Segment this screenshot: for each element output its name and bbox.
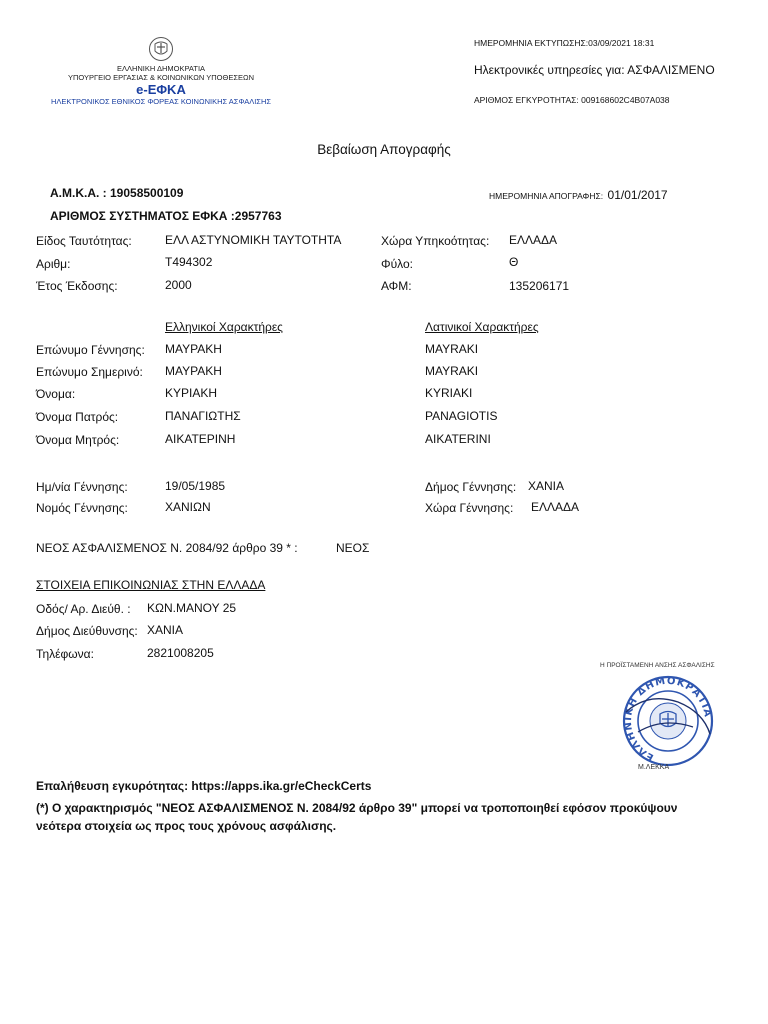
father-name-latin: PANAGIOTIS — [425, 409, 498, 423]
birth-surname-latin: MAYRAKI — [425, 342, 479, 356]
issue-year-label: Έτος Έκδοσης: — [36, 279, 118, 293]
system-number: ΑΡΙΘΜΟΣ ΣΥΣΤΗΜΑΤΟΣ ΕΦΚΑ :2957763 — [50, 209, 282, 223]
phone-label: Τηλέφωνα: — [36, 647, 94, 661]
first-name-label: Όνομα: — [36, 387, 76, 401]
nationality-value: ΕΛΛΑΔΑ — [509, 233, 558, 247]
mother-name-label: Όνομα Μητρός: — [36, 433, 120, 447]
validation-link[interactable]: Επαλήθευση εγκυρότητας: https://apps.ika.gr/eCheckCerts — [36, 779, 372, 793]
official-stamp — [600, 662, 740, 774]
greek-emblem-icon — [148, 36, 174, 62]
birth-country-label: Χώρα Γέννησης: — [425, 501, 514, 515]
latin-chars-header: Λατινικοί Χαρακτήρες — [425, 320, 539, 334]
contact-header: ΣΤΟΙΧΕΙΑ ΕΠΙΚΟΙΝΩΝΙΑΣ ΣΤΗΝ ΕΛΛΑΔΑ — [36, 578, 266, 592]
logo-block — [36, 36, 286, 106]
address-municipality-label: Δήμος Διεύθυνσης: — [36, 624, 138, 638]
first-name-greek: ΚΥΡΙΑΚΗ — [165, 386, 218, 400]
father-name-greek: ΠΑΝΑΓΙΩΤΗΣ — [165, 409, 241, 423]
street-value: ΚΩΝ.ΜΑΝΟΥ 25 — [147, 601, 237, 615]
id-type-label: Είδος Ταυτότητας: — [36, 234, 132, 248]
afm-label: ΑΦΜ: — [381, 279, 412, 293]
registration-date — [489, 186, 668, 204]
efka-logo: e-ΕΦΚΑ — [136, 82, 186, 97]
registration-date-label: ΗΜΕΡΟΜΗΝΙΑ ΑΠΟΓΡΑΦΗΣ: — [489, 191, 604, 201]
nationality-label: Χώρα Υπηκοότητας: — [381, 234, 490, 248]
birth-date-value: 19/05/1985 — [165, 479, 226, 493]
amka: Α.Μ.Κ.Α. : 19058500109 — [50, 186, 184, 200]
current-surname-greek: ΜΑΥΡΑΚΗ — [165, 364, 222, 378]
mother-name-latin: AIKATERINI — [425, 432, 491, 446]
birth-prefecture-label: Νομός Γέννησης: — [36, 501, 128, 515]
birth-surname-greek: ΜΑΥΡΑΚΗ — [165, 342, 222, 356]
birth-surname-label: Επώνυμο Γέννησης: — [36, 343, 145, 357]
birth-date-label: Ημ/νία Γέννησης: — [36, 480, 128, 494]
father-name-label: Όνομα Πατρός: — [36, 410, 119, 424]
footnote-line-1: (*) Ο χαρακτηρισμός "ΝΕΟΣ ΑΣΦΑΛΙΣΜΕΝΟΣ Ν. 2084/92 άρθρο 39" μπορεί να τροποποιηθεί εφόσον προκύψουν — [36, 801, 678, 815]
id-type-value: ΕΛΛ ΑΣΤΥΝΟΜΙΚΗ ΤΑΥΤΟΤΗΤΑ — [165, 233, 342, 247]
birth-municipality-value: ΧΑΝΙΑ — [528, 479, 565, 493]
id-number-value: Τ494302 — [165, 255, 213, 269]
stamp-seal-icon — [608, 672, 728, 770]
greek-chars-header: Ελληνικοί Χαρακτήρες — [165, 320, 283, 334]
page-title: Βεβαίωση Απογραφής — [317, 142, 451, 157]
republic-name: ΕΛΛΗΝΙΚΗ ΔΗΜΟΚΡΑΤΙΑ — [116, 64, 206, 73]
svg-text:ΕΛΛΗΝΙΚΗ ΔΗΜΟΚΡΑΤΙΑ: ΕΛΛΗΝΙΚΗ ΔΗΜΟΚΡΑΤΙΑ — [622, 675, 714, 763]
current-surname-latin: MAYRAKI — [425, 364, 479, 378]
ministry-name: ΥΠΟΥΡΓΕΙΟ ΕΡΓΑΣΙΑΣ & ΚΟΙΝΩΝΙΚΩΝ ΥΠΟΘΕΣΕΩΝ — [67, 73, 255, 82]
birth-prefecture-value: ΧΑΝΙΩΝ — [165, 500, 211, 514]
sex-label: Φύλο: — [381, 257, 413, 271]
birth-country-value: ΕΛΛΑΔΑ — [531, 500, 580, 514]
efka-subtitle: ΗΛΕΚΤΡΟΝΙΚΟΣ ΕΘΝΙΚΟΣ ΦΟΡΕΑΣ ΚΟΙΝΩΝΙΚΗΣ ΑΣΦΑΛΙΣΗΣ — [50, 97, 271, 106]
new-insured-value: ΝΕΟΣ — [336, 541, 370, 555]
birth-municipality-label: Δήμος Γέννησης: — [425, 480, 517, 494]
sex-value: Θ — [509, 255, 519, 269]
issue-year-value: 2000 — [165, 278, 192, 292]
print-date: ΗΜΕΡΟΜΗΝΙΑ ΕΚΤΥΠΩΣΗΣ:03/09/2021 18:31 — [474, 38, 655, 48]
new-insured-label: ΝΕΟΣ ΑΣΦΑΛΙΣΜΕΝΟΣ Ν. 2084/92 άρθρο 39 * : — [36, 541, 298, 555]
validity-number: ΑΡΙΘΜΟΣ ΕΓΚΥΡΟΤΗΤΑΣ: 009168602C4B07A038 — [474, 95, 670, 105]
current-surname-label: Επώνυμο Σημερινό: — [36, 365, 143, 379]
signatory-name: Μ.ΛΕΚΚΑ — [638, 764, 670, 771]
address-municipality-value: ΧΑΝΙΑ — [147, 623, 184, 637]
services-line: Ηλεκτρονικές υπηρεσίες για: ΑΣΦΑΛΙΣΜΕΝΟ — [474, 63, 715, 77]
phone-value: 2821008205 — [147, 646, 214, 660]
mother-name-greek: ΑΙΚΑΤΕΡΙΝΗ — [165, 432, 236, 446]
afm-value: 135206171 — [509, 279, 570, 293]
registration-date-value: 01/01/2017 — [607, 188, 668, 202]
street-label: Οδός/ Αρ. Διεύθ. : — [36, 602, 131, 616]
id-number-label: Αριθμ: — [36, 257, 71, 271]
first-name-latin: KYRIAKI — [425, 386, 473, 400]
footnote-line-2: νεότερα στοιχεία ως προς τους χρόνους ασφάλισης. — [36, 819, 337, 833]
stamp-title: Η ΠΡΟΪΣΤΑΜΕΝΗ ΑΝΣΗΣ ΑΣΦΑΛΙΣΗΣ — [600, 662, 715, 669]
